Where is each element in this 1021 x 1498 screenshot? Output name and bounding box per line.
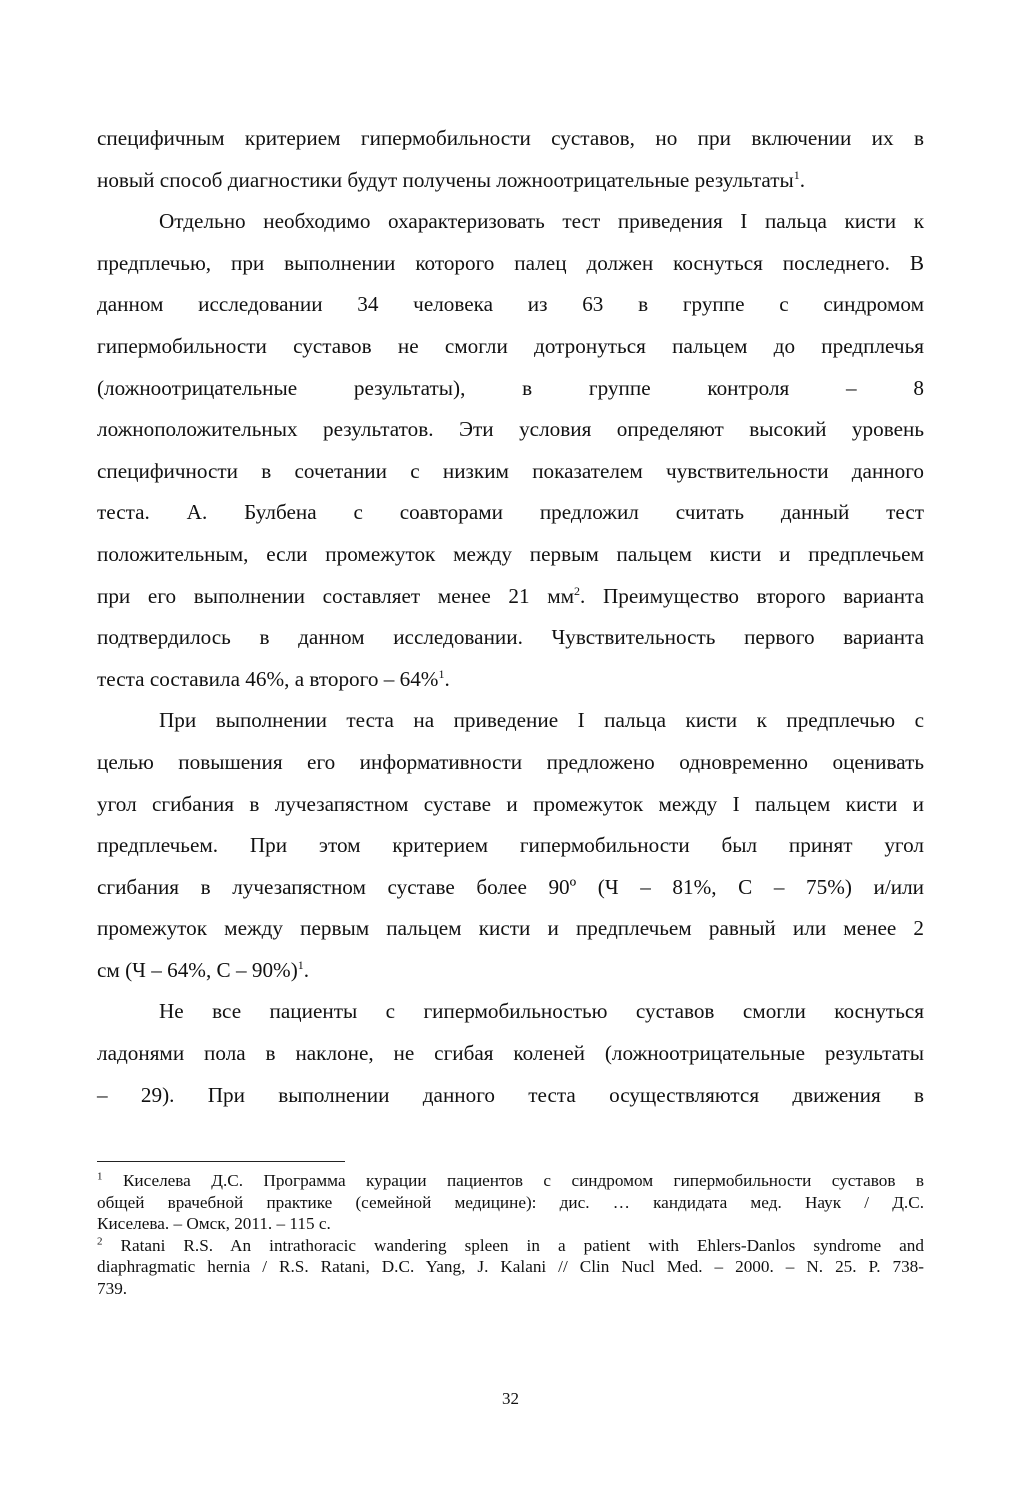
page-number: 32 [502, 1389, 519, 1408]
text-line: предплечью, при выполнении которого палец должен коснуться последнего. В [97, 250, 924, 275]
text-line: теста. А. Булбена с соавторами предложил считать данный тест [97, 500, 924, 525]
footnote-line: общей врачебной практике (семейной медицине): дис. … кандидата мед. Наук / Д.С. [97, 1192, 924, 1212]
footnote-2: $^2$ Ratani R.S. An intrathoracic wandering spleen in a patient with Ehlers-Danlos syndrome and [97, 1234, 924, 1255]
text-line: новый способ диагностики будут получены ложноотрицательные результаты$^1$. [97, 167, 806, 192]
text-line: гипермобильности суставов не смогли дотронуться пальцем до предплечья [97, 333, 924, 358]
text-line: При выполнении теста на приведение I пальца кисти к предплечью с [159, 708, 924, 733]
footnote-ref[interactable]: 1 [438, 666, 445, 681]
text-line: – 29). При выполнении данного теста осуществляются движения в [97, 1082, 924, 1107]
footnote-line: 739. [97, 1278, 128, 1298]
footnote-ref[interactable]: 1 [297, 957, 304, 972]
footnote-1: $^1$ Киселева Д.С. Программа курации пациентов с синдромом гипермобильности суставов в [97, 1170, 925, 1190]
text-line: специфичным критерием гипермобильности суставов, но при включении их в [97, 126, 924, 150]
text-line: угол сгибания в лучезапястном суставе и промежуток между I пальцем кисти и [97, 791, 924, 816]
text-line: при его выполнении составляет менее 21 $мм^2$. Преимущество второго варианта [97, 583, 924, 608]
text-line: ложноположительных результатов. Эти условия определяют высокий уровень [97, 417, 924, 442]
text-line: Отдельно необходимо охарактеризовать тест приведения I пальца кисти к [159, 209, 924, 234]
text-line: Не все пациенты с гипермобильностью суставов смогли коснуться [159, 999, 924, 1024]
footnote-number: 1 [97, 1170, 103, 1183]
footnote-ref[interactable]: 2 [574, 583, 581, 598]
footnote-separator [97, 1161, 345, 1162]
footnote-ref[interactable]: 1 [793, 167, 800, 182]
text-line: промежуток между первым пальцем кисти и предплечьем равный или менее 2 [97, 916, 924, 941]
text-line: ладонями пола в наклоне, не сгибая коленей (ложноотрицательные результаты [97, 1041, 924, 1066]
footnote-line: Киселева. – Омск, 2011. – 115 с. [97, 1214, 331, 1233]
text-line: подтвердилось в данном исследовании. Чувствительность первого варианта [97, 625, 924, 650]
text-line: положительным, если промежуток между первым пальцем кисти и предплечьем [97, 541, 924, 566]
footnote-line: diaphragmatic hernia / R.S. Ratani, D.C. Yang, J. Kalani // Clin Nucl Med. – 2000. – N. 25. P. 738- [97, 1257, 924, 1276]
text-line: теста составила 46%, а второго – 64%$^1$. [97, 666, 450, 691]
footnote-number: 2 [97, 1234, 103, 1247]
text-line: (ложноотрицательные результаты), в группе контроля – 8 [97, 375, 924, 400]
text-line: сгибания в лучезапястном суставе более 90º (Ч – 81%, С – 75%) и/или [97, 874, 924, 899]
text-line: специфичности в сочетании с низким показателем чувствительности данного [97, 458, 924, 483]
text-line: см (Ч – 64%, С – 90%)$^1$. [97, 957, 310, 982]
footnotes [97, 1170, 924, 1299]
text-line: предплечьем. При этом критерием гипермобильности был принят угол [97, 833, 924, 858]
text-line: целью повышения его информативности предложено одновременно оценивать [97, 749, 924, 774]
body-text [97, 118, 924, 1116]
text-line: данном исследовании 34 человека из 63 в группе с синдромом [97, 292, 924, 317]
